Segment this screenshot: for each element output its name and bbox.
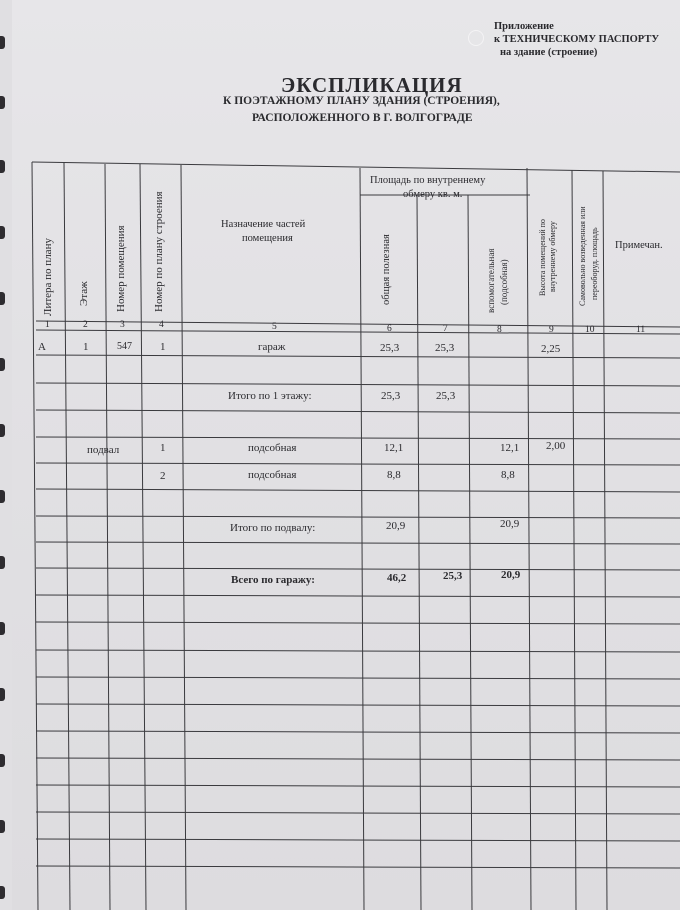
- col-number: 6: [387, 324, 392, 334]
- header-height-line1: Высота помещений по: [538, 219, 547, 296]
- cell-main: 25,3: [435, 342, 455, 354]
- col-number: 2: [83, 320, 88, 330]
- cell-height: 2,00: [546, 440, 566, 452]
- cell-purpose: подсобная: [248, 469, 297, 481]
- header-litera: Литера по плану: [42, 238, 54, 316]
- subtotal-floor1-main: 25,3: [436, 390, 456, 402]
- header-height-line2: внутреннему обмеру: [548, 221, 557, 292]
- page-subtitle-2: РАСПОЛОЖЕННОГО В Г. ВОЛГОГРАДЕ: [252, 112, 473, 124]
- subtotal-floor1-total: 25,3: [381, 390, 401, 402]
- cell-floor: подвал: [87, 444, 120, 456]
- header-unauthorized-line2: переоборуд. площадь: [590, 227, 599, 300]
- cell-plan-no: 1: [160, 341, 166, 353]
- col-number: 4: [159, 320, 164, 330]
- cell-purpose: гараж: [258, 341, 286, 353]
- header-floor: Этаж: [78, 281, 90, 306]
- header-aux-line1: вспомогательная: [486, 248, 496, 313]
- annex-line-1: Приложение: [494, 21, 554, 32]
- grand-total-label: Всего по гаражу:: [231, 574, 315, 586]
- col-number: 1: [45, 320, 50, 330]
- cell-plan-no: 2: [160, 470, 166, 482]
- cell-floor: 1: [83, 341, 89, 353]
- cell-room: 547: [117, 341, 132, 352]
- header-plan-number: Номер по плану строения: [153, 191, 165, 312]
- cell-total: 25,3: [380, 342, 400, 354]
- header-area-line1: Площадь по внутреннему: [370, 175, 486, 186]
- grand-total-total: 46,2: [387, 572, 407, 584]
- col-number: 11: [636, 325, 646, 335]
- grand-total-main: 25,3: [443, 570, 463, 582]
- col-number: 3: [120, 320, 125, 330]
- page-title: ЭКСПЛИКАЦИЯ: [281, 73, 463, 97]
- annex-line-2: к ТЕХНИЧЕСКОМУ ПАСПОРТУ: [494, 34, 660, 45]
- header-unauthorized-line1: Самовольно возведенная или: [578, 206, 587, 306]
- col-number: 9: [549, 325, 554, 335]
- cell-total: 8,8: [387, 469, 401, 481]
- header-total-area: общая полезная: [381, 234, 392, 305]
- subtotal-basement-aux: 20,9: [500, 518, 520, 530]
- header-purpose-line2: помещения: [242, 233, 293, 244]
- cell-litera: А: [38, 341, 46, 353]
- cell-aux: 12,1: [500, 442, 520, 454]
- col-number: 10: [585, 325, 595, 335]
- cell-plan-no: 1: [160, 442, 166, 454]
- grand-total-aux: 20,9: [501, 569, 521, 581]
- subtotal-floor1-label: Итого по 1 этажу:: [228, 390, 312, 402]
- header-area-line2: обмеру кв. м.: [403, 189, 463, 200]
- col-number: 5: [272, 322, 277, 332]
- page-subtitle-1: К ПОЭТАЖНОМУ ПЛАНУ ЗДАНИЯ (СТРОЕНИЯ),: [223, 95, 500, 107]
- header-room-number: Номер помещения: [115, 225, 127, 312]
- header-notes: Примечан.: [615, 240, 663, 251]
- subtotal-basement-total: 20,9: [386, 520, 406, 532]
- cell-total: 12,1: [384, 442, 404, 454]
- header-purpose-line1: Назначение частей: [221, 219, 306, 230]
- cell-height: 2,25: [541, 343, 561, 355]
- cell-purpose: подсобная: [248, 442, 297, 454]
- col-number: 8: [497, 325, 502, 335]
- subtotal-basement-label: Итого по подвалу:: [230, 522, 316, 534]
- cell-aux: 8,8: [501, 469, 515, 481]
- header-aux-line2: (подсобная): [499, 259, 509, 305]
- col-number: 7: [443, 324, 448, 334]
- annex-line-3: на здание (строение): [500, 47, 598, 58]
